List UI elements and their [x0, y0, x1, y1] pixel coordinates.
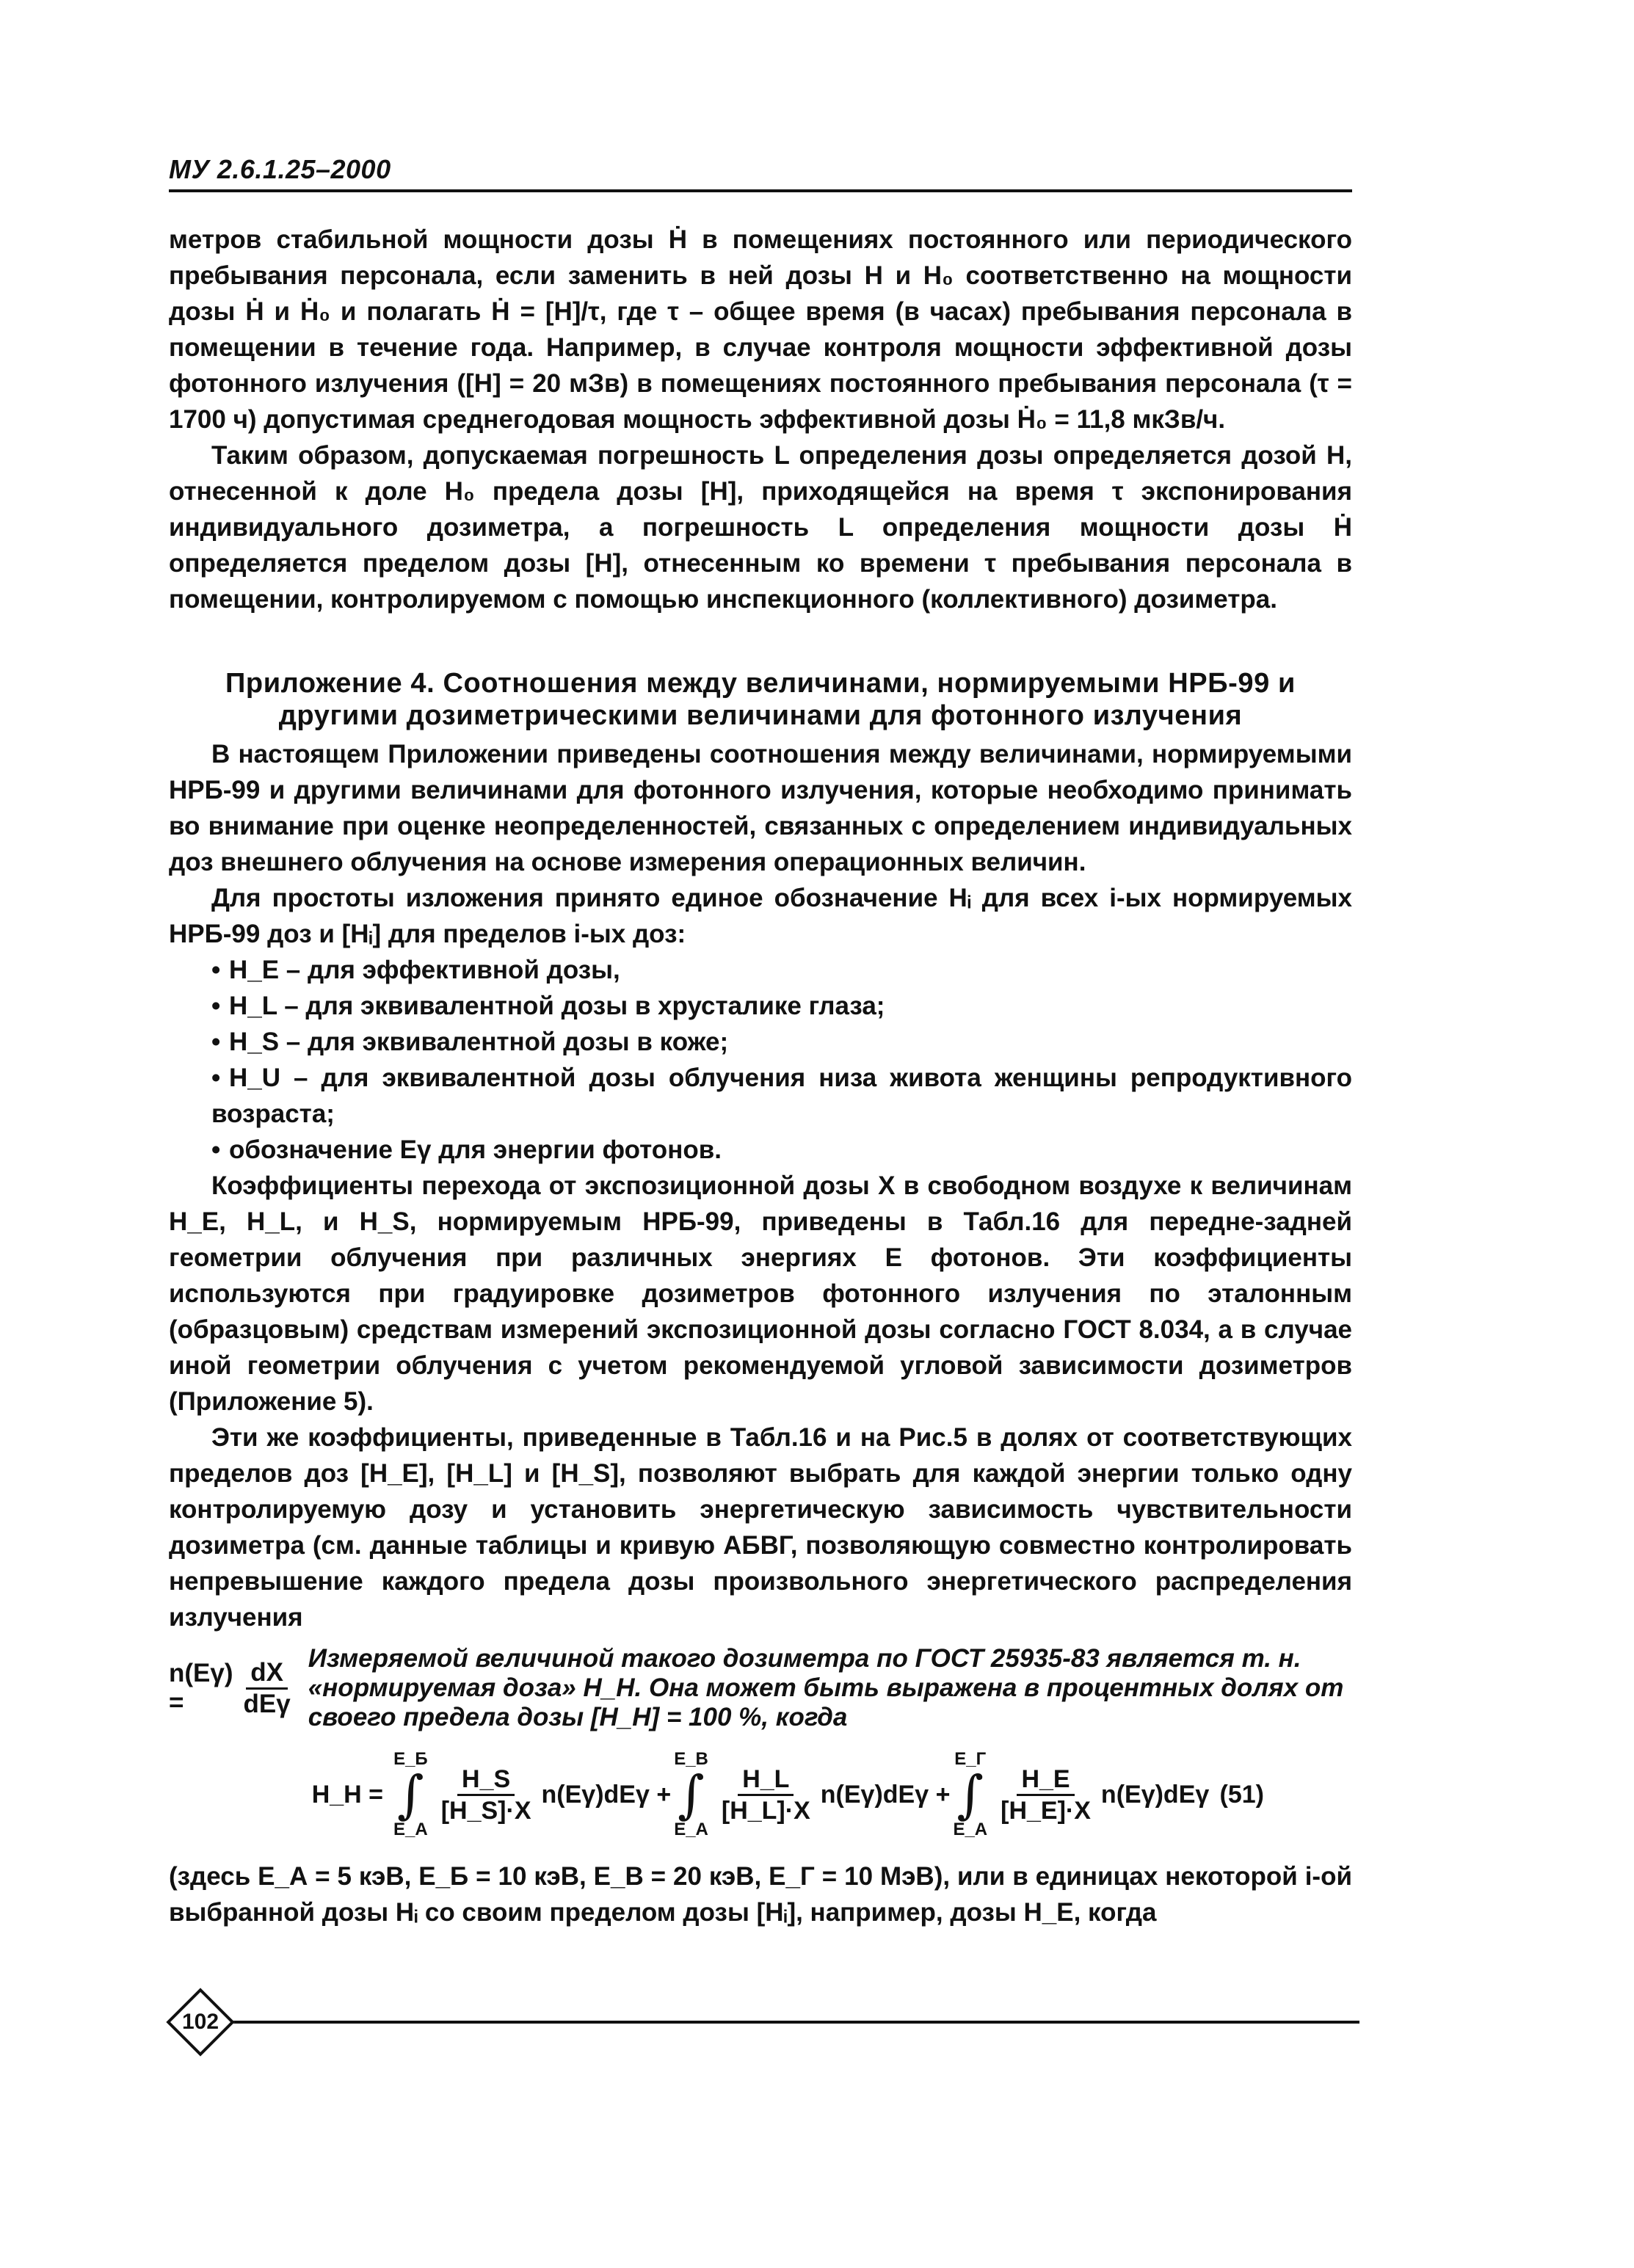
upper-limit: E_Г — [954, 1749, 987, 1769]
notation-list — [169, 952, 1352, 1168]
lower-limit: E_А — [953, 1820, 988, 1839]
footer-rule — [229, 2021, 1359, 2024]
integral-1 — [393, 1750, 428, 1839]
formula-lhs: H_Н = — [311, 1780, 384, 1809]
integrand-tail: n(Eγ)dEγ + — [820, 1780, 951, 1809]
fraction-numerator: dX — [246, 1658, 288, 1690]
fraction-numerator: H_L — [738, 1764, 794, 1796]
paragraph-8: (здесь E_А = 5 кэВ, E_Б = 10 кэВ, E_В = 20 кэВ, E_Г = 10 МэВ), или в единицах некоторой i-ой выбранной дозы Hᵢ со своим пределом дозы [Hᵢ], например, дозы H_E, когда — [169, 1862, 1352, 1927]
fraction-denominator: dEγ — [243, 1689, 291, 1718]
appendix-4-heading: Приложение 4. Соотношения между величинами, нормируемыми НРБ-99 и другими дозиметрическими величинами для фотонного излучения — [225, 668, 1296, 731]
list-item: • H_S – для эквивалентной дозы в коже; — [169, 1024, 1352, 1060]
formula-51 — [169, 1750, 1352, 1839]
integral-sign-icon: ∫ — [678, 1764, 705, 1825]
fraction — [437, 1764, 536, 1825]
page-number: 102 — [181, 2010, 219, 2034]
lower-limit: E_А — [393, 1820, 428, 1839]
paragraph-1: метров стабильной мощности дозы Ḣ в помещениях постоянного или периодического пребывания персонала, если заменить в ней дозы H и H₀ соответственно на мощности дозы Ḣ и Ḣ₀ и полагать Ḣ = [H]/τ, где τ – общее время (в часах) пребывания персонала в помещении в течение года. Например, в случае контроля мощности эффективной дозы фотонного излучения ([H] = 20 мЗв) в помещениях постоянного пребывания персонала (τ = 1700 ч) допустимая среднегодовая мощность эффективной дозы Ḣ₀ = 11,8 мкЗв/ч. — [169, 225, 1352, 434]
list-item: • H_U – для эквивалентной дозы облучения низа живота женщины репродуктивного возраста; — [169, 1060, 1352, 1132]
inline-formula — [169, 1644, 1352, 1732]
bullet-icon: • — [211, 992, 221, 1020]
fraction-numerator: H_E — [1017, 1764, 1074, 1796]
bullet-icon: • — [211, 956, 221, 984]
paragraph-4: Для простоты изложения принято единое обозначение Hᵢ для всех i-ых нормируемых НРБ-99 доз и [Hᵢ] для пределов i-ых доз: — [169, 884, 1352, 948]
page-number-badge — [166, 1988, 234, 2056]
equation-number: (51) — [1219, 1780, 1264, 1809]
upper-limit: E_В — [674, 1749, 708, 1769]
paragraph-7-tail: Измеряемой величиной такого дозиметра по ГОСТ 25935-83 является т. н. «нормируемая доза» H_Н. Она может быть выражена в процентных долях от своего предела дозы [H_Н] = 100 %, когда — [308, 1644, 1344, 1731]
list-item: • обозначение Eγ для энергии фотонов. — [169, 1132, 1352, 1168]
inline-fraction — [239, 1658, 295, 1719]
paragraph-3: В настоящем Приложении приведены соотношения между величинами, нормируемыми НРБ-99 и другими величинами для фотонного излучения, которые необходимо принимать во внимание при оценке неопределенностей, связанных с определением индивидуальных доз внешнего облучения на основе измерения операционных величин. — [169, 740, 1352, 876]
list-item: • H_L – для эквивалентной дозы в хрусталике глаза; — [169, 988, 1352, 1024]
integral-sign-icon: ∫ — [397, 1764, 424, 1825]
running-header — [169, 154, 1352, 192]
document-code: МУ 2.6.1.25–2000 — [169, 154, 391, 184]
integrand-tail: n(Eγ)dEγ + — [541, 1780, 672, 1809]
paragraph-5: Коэффициенты перехода от экспозиционной дозы X в свободном воздухе к величинам H_E, H_L, и H_S, нормируемым НРБ-99, приведены в Табл.16 для передне-задней геометрии облучения при различных энергиях E фотонов. Эти коэффициенты используются при градуировке дозиметров фотонного излучения по эталонным (образцовым) средствам измерений экспозиционной дозы согласно ГОСТ 8.034, а в случае иной геометрии облучения с учетом рекомендуемой угловой зависимости дозиметров (Приложение 5). — [169, 1171, 1352, 1416]
fraction — [996, 1764, 1095, 1825]
list-item: • H_E – для эффективной дозы, — [169, 952, 1352, 988]
paragraph-6: Эти же коэффициенты, приведенные в Табл.16 и на Рис.5 в долях от соответствующих пределов доз [H_E], [H_L] и [H_S], позволяют выбрать для каждой энергии только одну контролируемую дозу и установить энергетическую зависимость чувствительности дозиметра (см. данные таблицы и кривую АБВГ, позволяющую совместно контролировать непревышение каждого предела дозы произвольного энергетического распределения излучения — [169, 1423, 1352, 1632]
fraction-numerator: H_S — [457, 1764, 515, 1796]
bullet-icon: • — [211, 1028, 221, 1056]
integral-sign-icon: ∫ — [956, 1764, 984, 1825]
integral-3 — [953, 1750, 987, 1839]
upper-limit: E_Б — [393, 1749, 428, 1769]
document-page — [169, 154, 1352, 1930]
fraction-denominator: [H_E]·X — [1001, 1796, 1091, 1825]
fraction-denominator: [H_L]·X — [721, 1796, 810, 1825]
bullet-icon: • — [211, 1064, 221, 1092]
fraction-denominator: [H_S]·X — [440, 1796, 531, 1825]
integrand-tail: n(Eγ)dEγ — [1100, 1780, 1210, 1809]
inline-formula-lhs: n(Eγ) = — [169, 1659, 233, 1717]
page-footer — [170, 1996, 1359, 2048]
fraction — [717, 1764, 815, 1825]
bullet-icon: • — [211, 1135, 221, 1164]
integral-2 — [674, 1750, 708, 1839]
lower-limit: E_А — [674, 1820, 708, 1839]
paragraph-2: Таким образом, допускаемая погрешность L определения дозы определяется дозой H, отнесенной к доле H₀ предела дозы [H], приходящейся на время τ экспонирования индивидуального дозиметра, а погрешность L определения мощности дозы Ḣ определяется пределом дозы [H], отнесенным ко времени τ пребывания персонала в помещении, контролируемом с помощью инспекционного (коллективного) дозиметра. — [169, 441, 1352, 614]
